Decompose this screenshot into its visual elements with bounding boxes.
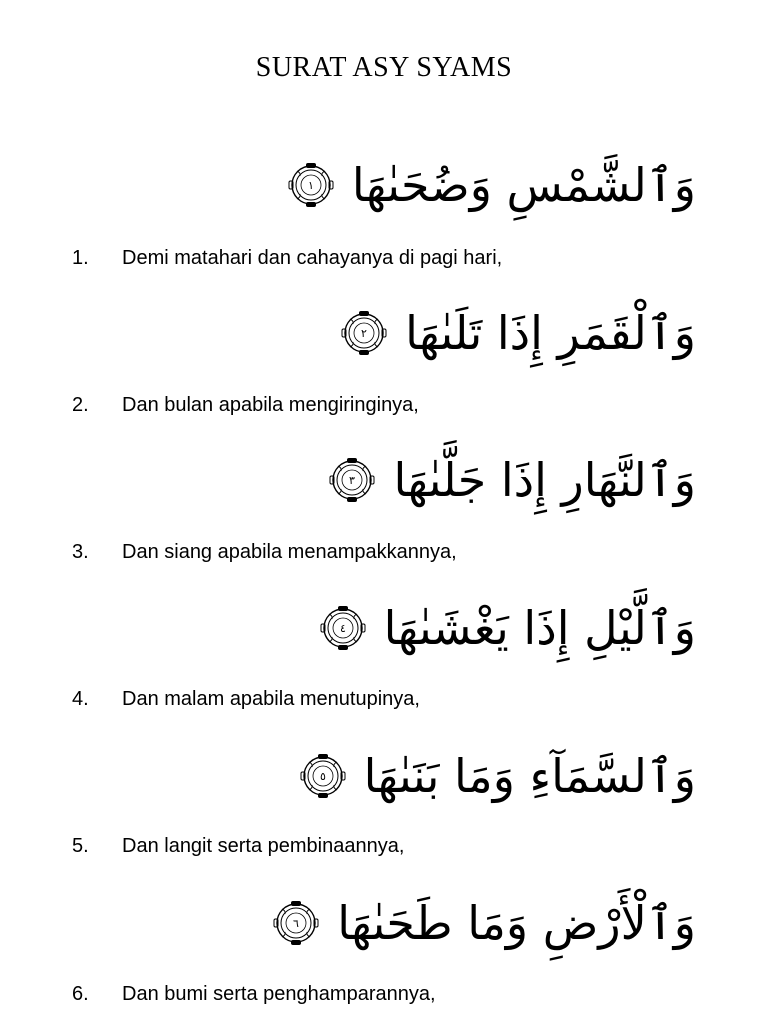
- arabic-verse-text: وَٱلْأَرْضِ وَمَا طَحَىٰهَا: [337, 896, 696, 950]
- verse-number: 2.: [72, 394, 89, 416]
- verse-translation: [72, 390, 419, 420]
- verse-number: 6.: [72, 983, 89, 1005]
- ayah-number: ٣: [349, 474, 356, 487]
- translation-text: Dan langit serta pembinaannya,: [122, 835, 405, 857]
- translation-text: Dan siang apabila menampakkannya,: [122, 541, 457, 563]
- translation-text: Dan malam apabila menutupinya,: [122, 688, 420, 710]
- ayah-number-marker-icon: [300, 753, 346, 799]
- ayah-number: ١: [307, 179, 314, 192]
- verse-number: 4.: [72, 688, 89, 710]
- ayah-number: ٦: [293, 917, 300, 930]
- arabic-verse-text: وَٱلسَّمَآءِ وَمَا بَنَىٰهَا: [363, 749, 696, 803]
- verse-translation: [72, 243, 502, 273]
- ayah-number-marker-icon: [341, 310, 387, 356]
- verse-translation: [72, 537, 457, 567]
- ayah-number: ٥: [319, 770, 326, 783]
- ayah-number: ٢: [361, 327, 368, 340]
- verse-translation: [72, 979, 436, 1009]
- arabic-verse-line: [288, 145, 696, 225]
- arabic-verse-line: [341, 293, 696, 373]
- verse-number: 5.: [72, 835, 89, 857]
- ayah-number-marker-icon: [329, 457, 375, 503]
- verse-number: 3.: [72, 541, 89, 563]
- ayah-number: ٤: [339, 622, 346, 635]
- translation-text: Dan bumi serta penghamparannya,: [122, 983, 436, 1005]
- arabic-verse-text: وَٱلشَّمْسِ وَضُحَىٰهَا: [351, 158, 696, 212]
- arabic-verse-line: [300, 736, 696, 816]
- ayah-number-marker-icon: [273, 900, 319, 946]
- arabic-verse-line: [320, 588, 696, 668]
- ayah-number-marker-icon: [320, 605, 366, 651]
- arabic-verse-line: [329, 440, 696, 520]
- arabic-verse-text: وَٱلْقَمَرِ إِذَا تَلَىٰهَا: [405, 306, 696, 360]
- arabic-verse-text: وَٱلنَّهَارِ إِذَا جَلَّىٰهَا: [393, 453, 696, 507]
- verse-translation: [72, 684, 420, 714]
- page-title: SURAT ASY SYAMS: [255, 52, 513, 83]
- verse-number: 1.: [72, 247, 89, 269]
- arabic-verse-line: [273, 883, 696, 963]
- ayah-number-marker-icon: [288, 162, 334, 208]
- translation-text: Demi matahari dan cahayanya di pagi hari,: [122, 247, 503, 269]
- translation-text: Dan bulan apabila mengiringinya,: [122, 394, 419, 416]
- verse-translation: [72, 831, 404, 861]
- arabic-verse-text: وَٱلَّيْلِ إِذَا يَغْشَىٰهَا: [383, 601, 696, 655]
